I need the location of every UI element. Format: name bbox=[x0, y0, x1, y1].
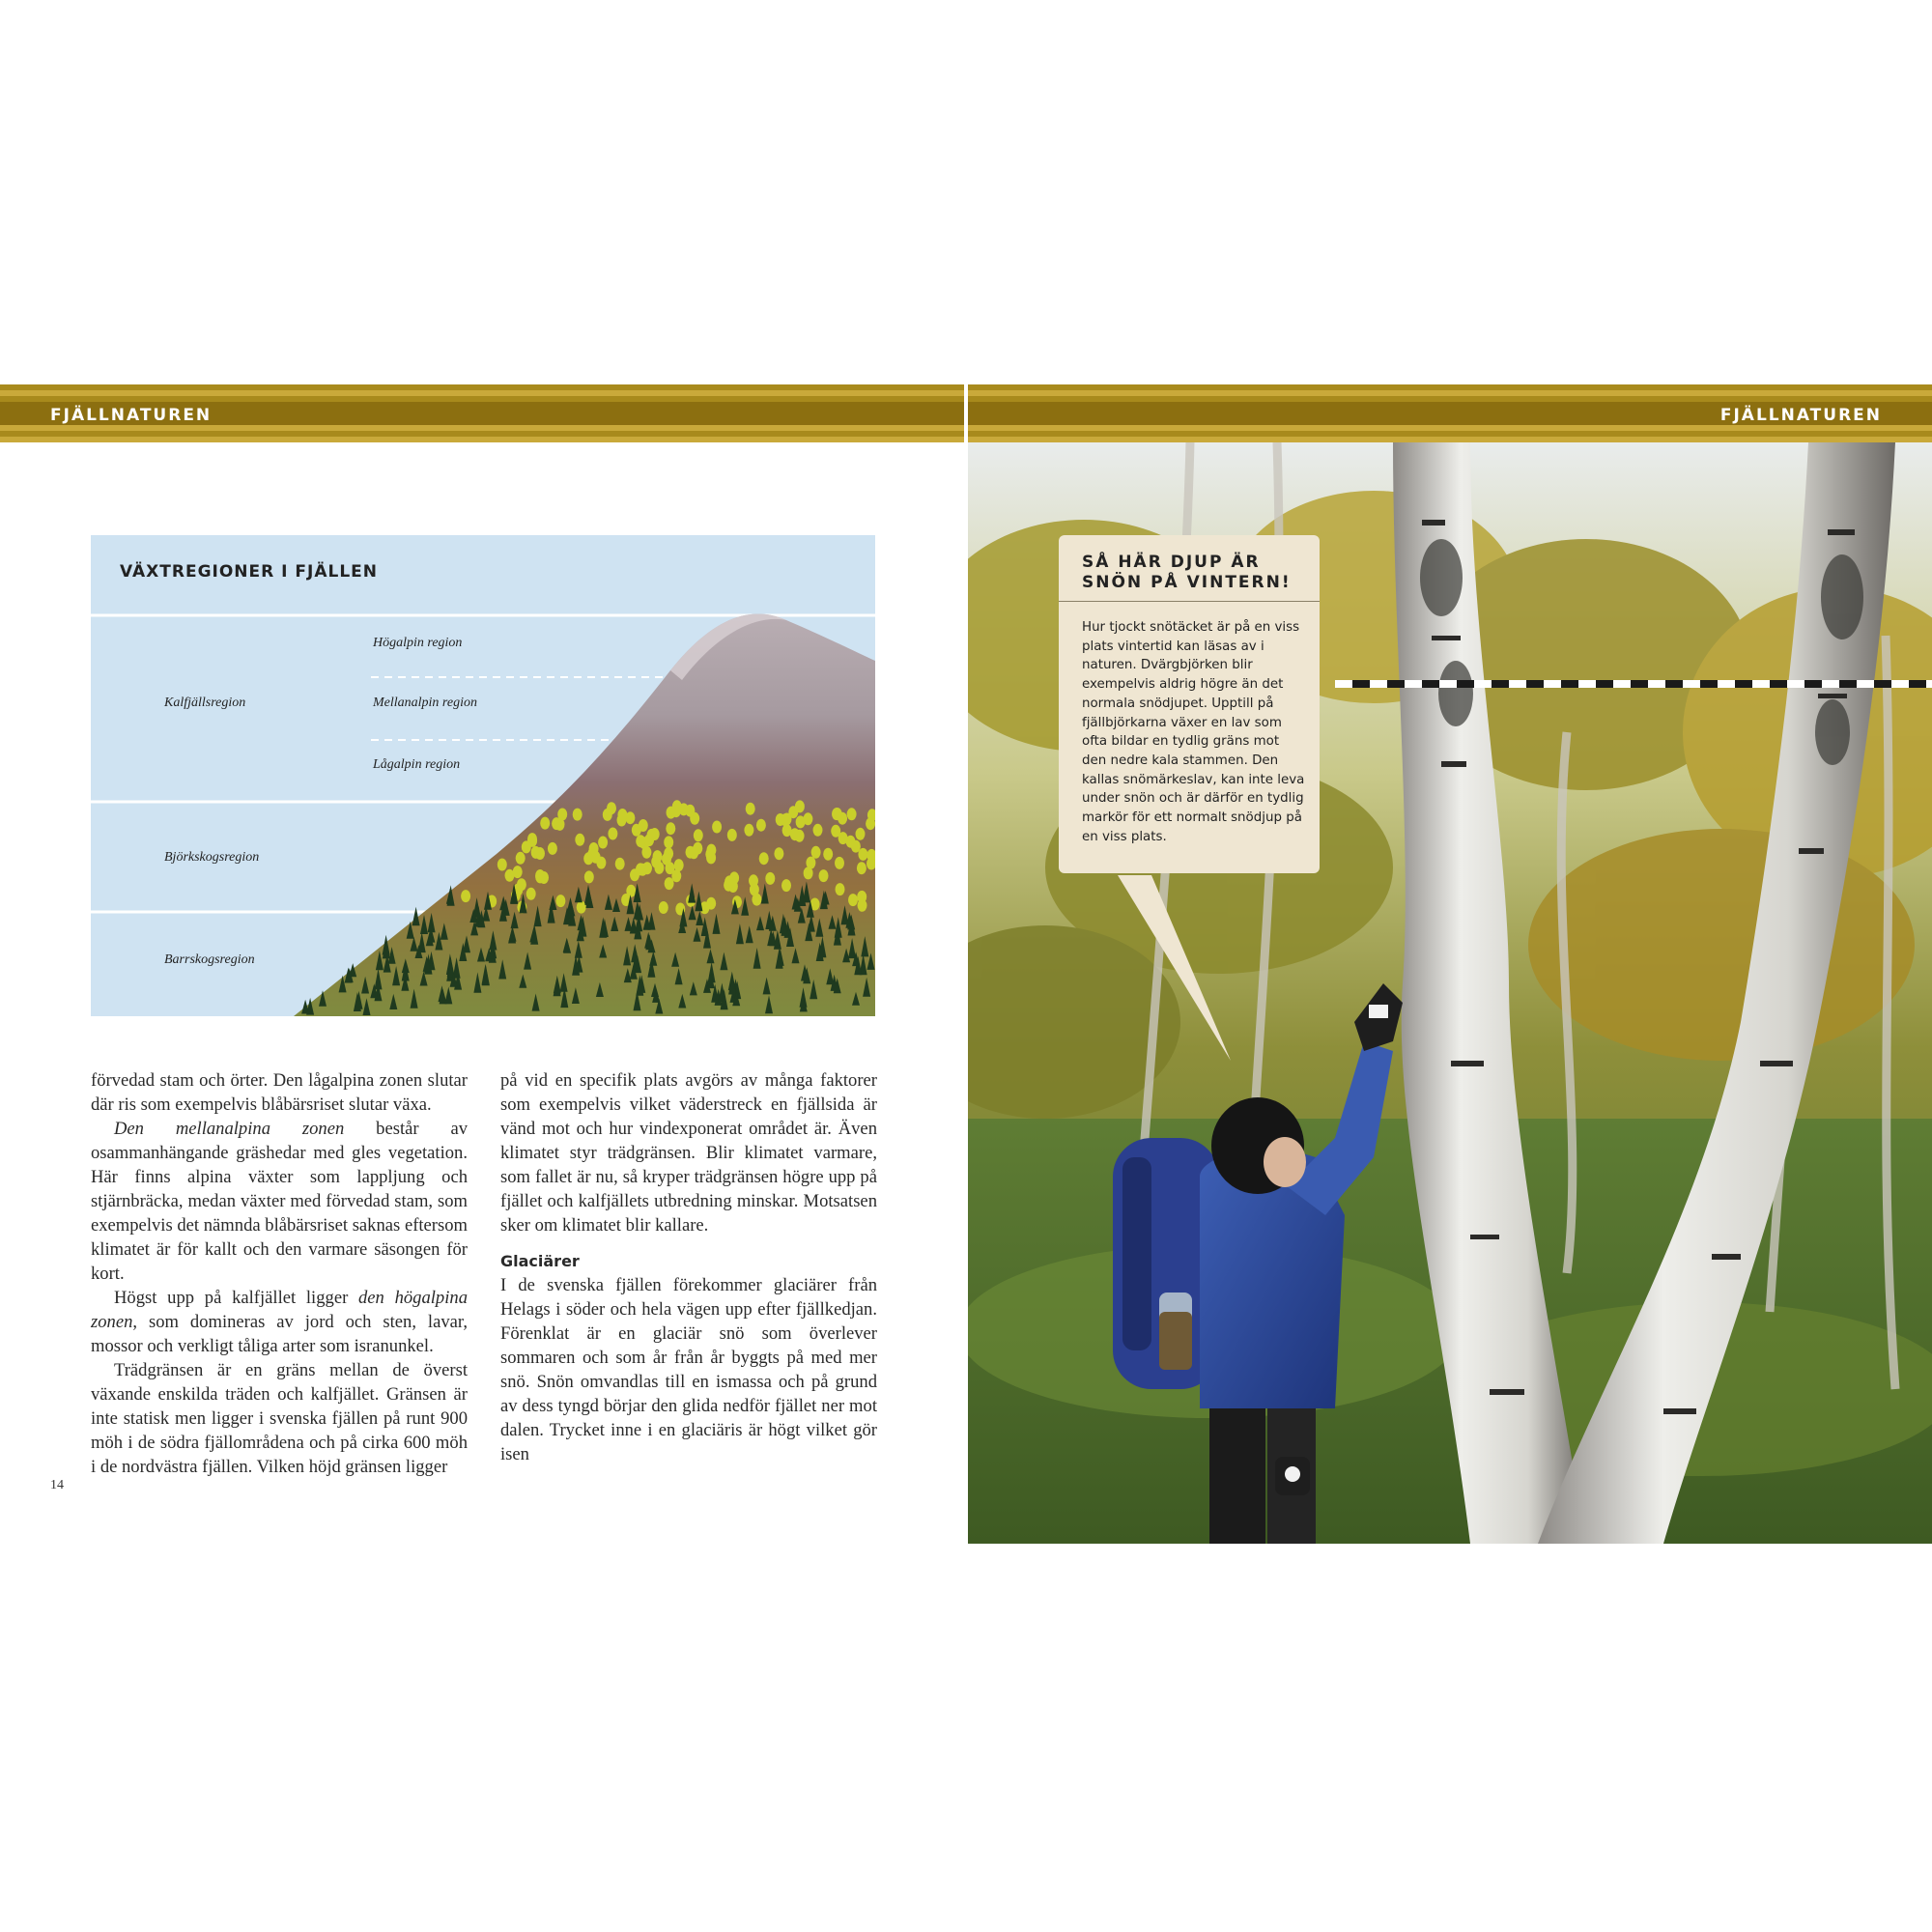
zone-label-barrskog: Barrskogsregion bbox=[164, 952, 255, 967]
birch-tree-icon bbox=[641, 846, 651, 859]
birch-tree-icon bbox=[526, 888, 536, 900]
paragraph-text: , som domineras av jord och sten, lavar, mossor och verkligt tåliga arter som isranunkel. bbox=[91, 1312, 468, 1356]
birch-tree-icon bbox=[608, 828, 617, 840]
birch-tree-icon bbox=[851, 840, 861, 853]
birch-tree-icon bbox=[666, 822, 675, 835]
birch-tree-icon bbox=[724, 875, 734, 888]
birch-tree-icon bbox=[516, 852, 526, 865]
vegetation-zones-figure bbox=[91, 535, 875, 1016]
birch-tree-icon bbox=[540, 817, 550, 830]
callout-divider bbox=[1059, 601, 1320, 602]
birch-tree-icon bbox=[664, 836, 673, 848]
birch-tree-icon bbox=[513, 866, 523, 878]
birch-tree-icon bbox=[750, 883, 759, 895]
birch-tree-icon bbox=[596, 857, 606, 869]
header-band-right bbox=[968, 384, 1932, 442]
birch-tree-icon bbox=[813, 824, 823, 837]
zone-label-mellanalpin: Mellanalpin region bbox=[373, 696, 477, 710]
body-column-left bbox=[91, 1068, 468, 1479]
birch-tree-icon bbox=[712, 821, 722, 834]
birch-tree-icon bbox=[639, 819, 648, 832]
birch-tree-icon bbox=[857, 891, 867, 903]
birch-tree-icon bbox=[781, 879, 791, 892]
birch-tree-icon bbox=[694, 829, 703, 841]
birch-tree-icon bbox=[782, 824, 792, 837]
birch-tree-icon bbox=[776, 813, 785, 826]
birch-tree-icon bbox=[461, 890, 470, 902]
mountain-illustration bbox=[91, 535, 875, 1016]
birch-tree-icon bbox=[848, 894, 858, 906]
birch-tree-icon bbox=[774, 847, 783, 860]
birch-tree-icon bbox=[651, 856, 661, 868]
birch-tree-icon bbox=[679, 803, 689, 815]
paragraph: Trädgränsen är en gräns mellan de överst växande enskilda träden och kalfjället. Gränsen är inte statisk men ligger i svenska fjällen på runt 900 möh i de södra fjällområdena och på cirka 600 möh i de nordvästra fjällen. Vilken höjd gränsen ligger bbox=[91, 1360, 468, 1477]
birch-tree-icon bbox=[765, 872, 775, 885]
italic-term: den högalpina zonen bbox=[91, 1288, 468, 1332]
running-header-left: FJÄLLNATUREN bbox=[50, 406, 213, 425]
birch-tree-icon bbox=[603, 809, 612, 821]
birch-tree-icon bbox=[626, 885, 636, 897]
birch-tree-icon bbox=[589, 842, 599, 855]
body-column-right bbox=[500, 1068, 877, 1466]
birch-tree-icon bbox=[804, 867, 813, 879]
birch-tree-icon bbox=[705, 848, 715, 861]
birch-tree-icon bbox=[727, 829, 737, 841]
birch-tree-icon bbox=[819, 869, 829, 882]
callout-title: SÅ HÄR DJUP ÄR SNÖN PÅ VINTERN! bbox=[1082, 553, 1292, 592]
birch-tree-icon bbox=[617, 809, 627, 821]
birch-tree-icon bbox=[615, 858, 625, 870]
birch-tree-icon bbox=[531, 846, 541, 859]
italic-term: Den mellanalpina zonen bbox=[114, 1119, 345, 1139]
callout-text: Hur tjockt snötäcket är på en viss plats vintertid kan läsas av i naturen. Dvärgbjörken blir exempelvis aldrig högre än det normala snödjupet. Upptill på fjällbjörkarna växer en lav som ofta bildar en tydlig gräns mot den nedre kala stammen. Den kallas snömärkeslav, kan inte leva under snön och är därför en tydlig markör för ett normalt snödjup på en viss plats. bbox=[1082, 620, 1305, 844]
birch-tree-icon bbox=[856, 828, 866, 840]
paragraph: på vid en specifik plats avgörs av många faktorer som exempelvis vilket väderstreck en fjällsida är vänd mot och hur vindexponerat området är. Även klimatet styr trädgränsen. Blir klimatet varmare, som fallet är nu, så kryper trädgränsen högre upp på fjället och kalfjällets utbredning minskar. Motsatsen sker om klimatet blir kallare. bbox=[500, 1070, 877, 1236]
birch-tree-icon bbox=[575, 834, 584, 846]
birch-tree-icon bbox=[636, 863, 645, 875]
birch-tree-icon bbox=[636, 835, 645, 847]
zone-label-kalfjall: Kalfjällsregion bbox=[164, 696, 246, 710]
birch-tree-icon bbox=[573, 809, 582, 821]
birch-tree-icon bbox=[756, 819, 766, 832]
birch-tree-icon bbox=[584, 870, 594, 883]
paragraph: I de svenska fjällen förekommer glaciärer från Helags i söder och hela vägen upp efter fjällkedjan. Förenklat är en glaciär snö som överlever sommaren och som år från år byggts på med mer snö. Snön omvandlas till en ismassa och på grund av dess tyngd börjar den glida nedför fjället ner mot dalen. Trycket inne i en glaciäris är högt vilket gör isen bbox=[500, 1275, 877, 1464]
birch-tree-icon bbox=[838, 812, 847, 825]
birch-tree-icon bbox=[836, 883, 845, 895]
section-heading: Glaciärer bbox=[500, 1252, 580, 1270]
birch-tree-icon bbox=[835, 857, 844, 869]
birch-tree-icon bbox=[811, 846, 821, 859]
paragraph-text: Högst upp på kalfjället ligger bbox=[114, 1288, 358, 1308]
paragraph: förvedad stam och örter. Den lågalpina zonen slutar där ris som exempelvis blåbärsriset slutar växa. bbox=[91, 1070, 468, 1115]
running-header-right: FJÄLLNATUREN bbox=[1719, 406, 1882, 425]
birch-tree-icon bbox=[674, 859, 684, 871]
birch-tree-icon bbox=[838, 832, 848, 844]
zone-label-hogalpin: Högalpin region bbox=[373, 636, 463, 650]
zone-label-bjorkskog: Björkskogsregion bbox=[164, 850, 260, 865]
info-callout bbox=[1059, 535, 1320, 873]
paragraph-text: består av osammanhängande gräshedar med gles vegetation. Här finns alpina växter som lappljung och stjärnbräcka, medan växter med förvedad stam, som exempelvis det nämnda blåbärsriset saknas eftersom klimatet är för kallt och den varmare säsongen för kort. bbox=[91, 1119, 468, 1284]
birch-tree-icon bbox=[548, 842, 557, 855]
birch-tree-icon bbox=[522, 840, 531, 853]
zone-label-lagalpin: Lågalpin region bbox=[373, 757, 461, 772]
birch-tree-icon bbox=[803, 812, 812, 825]
birch-tree-icon bbox=[744, 824, 753, 837]
birch-tree-icon bbox=[746, 803, 755, 815]
birch-tree-icon bbox=[823, 848, 833, 861]
paragraph bbox=[91, 1286, 468, 1358]
birch-tree-icon bbox=[662, 853, 671, 866]
paragraph bbox=[91, 1117, 468, 1286]
figure-title: VÄXTREGIONER I FJÄLLEN bbox=[120, 562, 378, 582]
birch-tree-icon bbox=[647, 829, 657, 841]
birch-tree-icon bbox=[693, 842, 702, 855]
birch-tree-icon bbox=[598, 837, 608, 849]
birch-tree-icon bbox=[539, 871, 549, 884]
page-number: 14 bbox=[50, 1478, 64, 1492]
birch-tree-icon bbox=[847, 808, 857, 820]
birch-tree-icon bbox=[759, 852, 769, 865]
birch-tree-icon bbox=[659, 901, 668, 914]
birch-tree-icon bbox=[665, 877, 674, 890]
header-band-left bbox=[0, 384, 964, 442]
birch-tree-icon bbox=[555, 895, 565, 907]
birch-tree-icon bbox=[497, 859, 507, 871]
birch-tree-icon bbox=[557, 809, 567, 821]
birch-tree-icon bbox=[857, 862, 867, 874]
